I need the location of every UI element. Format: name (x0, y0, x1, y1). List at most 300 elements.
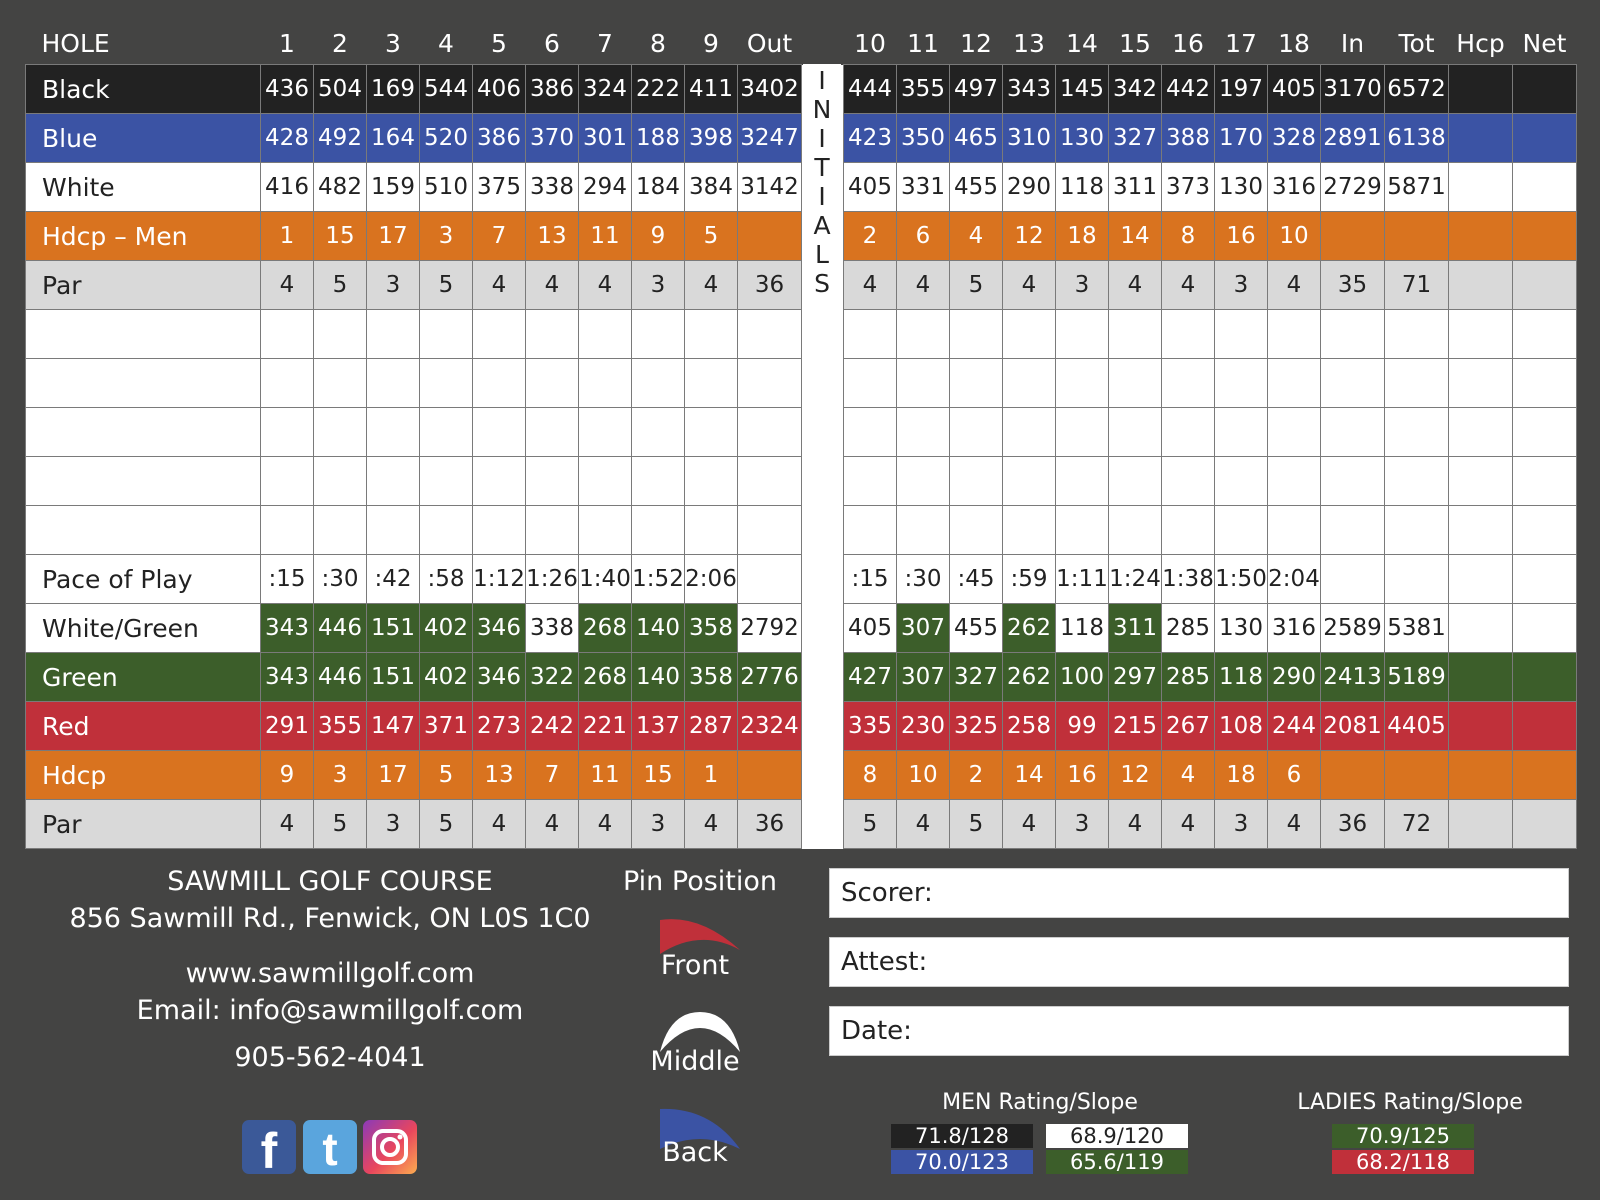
header-row-cell: HOLE (41, 29, 110, 58)
row-par-men-cell: 4 (261, 261, 314, 310)
row-pace-of-play (26, 555, 1577, 604)
player-score-row-cell[interactable] (897, 457, 950, 506)
player-score-row-cell[interactable] (420, 408, 473, 457)
player-score-row-cell[interactable] (1385, 408, 1449, 457)
player-score-row-cell[interactable] (1449, 506, 1513, 555)
row-pace-of-play-cell: :45 (950, 555, 1003, 604)
men-rating-title: MEN Rating/Slope (942, 1090, 1138, 1115)
row-pace-of-play-cell: 1:38 (1162, 555, 1215, 604)
player-score-row-cell[interactable] (802, 506, 844, 555)
player-score-row-cell[interactable] (26, 359, 261, 408)
row-white-cell: 3142 (738, 163, 802, 212)
player-score-row-cell[interactable] (1321, 310, 1385, 359)
header-row (26, 16, 1577, 65)
player-score-row-cell[interactable] (261, 359, 314, 408)
row-white-green-cell: 346 (473, 604, 526, 653)
player-score-row-cell[interactable] (1162, 408, 1215, 457)
player-score-row-cell[interactable] (1003, 408, 1056, 457)
row-par-ladies-cell: 4 (1003, 800, 1056, 849)
player-score-row-cell[interactable] (897, 310, 950, 359)
player-score-row-cell[interactable] (1109, 310, 1162, 359)
row-blue-cell (1513, 114, 1577, 163)
player-score-row-cell[interactable] (685, 359, 738, 408)
row-pace-of-play-cell (1449, 555, 1513, 604)
player-score-row-cell[interactable] (844, 506, 897, 555)
row-red-cell: 137 (632, 702, 685, 751)
player-score-row-cell[interactable] (738, 310, 802, 359)
row-red-cell: 355 (314, 702, 367, 751)
row-par-ladies-cell (802, 800, 844, 849)
player-score-row-cell[interactable] (802, 310, 844, 359)
row-white-green-cell (802, 604, 844, 653)
header-row-cell: Net (1522, 29, 1567, 58)
header-row-cell: 7 (597, 29, 613, 58)
player-score-row-cell[interactable] (26, 408, 261, 457)
player-score-row-cell[interactable] (897, 359, 950, 408)
player-score-row-cell[interactable] (1268, 359, 1321, 408)
player-score-row-cell[interactable] (802, 457, 844, 506)
player-score-row-cell[interactable] (526, 506, 579, 555)
row-blue-cell: 6138 (1385, 114, 1449, 163)
row-hdcp-ladies-cell: 12 (1109, 751, 1162, 800)
header-row-cell: 8 (650, 29, 666, 58)
row-par-ladies-cell (1513, 800, 1577, 849)
player-score-row-cell[interactable] (1162, 359, 1215, 408)
row-par-ladies-cell: 4 (579, 800, 632, 849)
player-score-row-cell[interactable] (367, 359, 420, 408)
player-score-row-cell[interactable] (1513, 408, 1577, 457)
row-par-men-cell: 5 (314, 261, 367, 310)
player-score-row-cell[interactable] (26, 457, 261, 506)
player-score-row-cell[interactable] (367, 506, 420, 555)
player-score-row-cell[interactable] (802, 359, 844, 408)
ladies-rating-red: 68.2/118 (1332, 1150, 1474, 1174)
row-hdcp-ladies-cell: Hdcp (26, 751, 261, 800)
player-score-row-cell[interactable] (1268, 310, 1321, 359)
row-red-cell: 335 (844, 702, 897, 751)
row-blue-cell: 428 (261, 114, 314, 163)
row-white-green-cell: 285 (1162, 604, 1215, 653)
player-score-row-cell[interactable] (1215, 408, 1268, 457)
row-pace-of-play-cell: :30 (314, 555, 367, 604)
row-red-cell: 291 (261, 702, 314, 751)
player-score-row-cell[interactable] (844, 408, 897, 457)
player-score-row-cell[interactable] (685, 506, 738, 555)
player-score-row-cell[interactable] (1109, 408, 1162, 457)
row-red (26, 702, 1577, 751)
row-blue-cell: 164 (367, 114, 420, 163)
row-pace-of-play-cell: 1:26 (526, 555, 579, 604)
player-score-row-cell[interactable] (1268, 408, 1321, 457)
row-pace-of-play-cell: 2:06 (685, 555, 738, 604)
row-blue-cell: 388 (1162, 114, 1215, 163)
player-score-row-cell[interactable] (579, 310, 632, 359)
row-par-ladies-cell (1449, 800, 1513, 849)
pin-middle-label: Middle (650, 1046, 740, 1077)
player-score-row (26, 506, 1577, 555)
player-score-row-cell[interactable] (1109, 359, 1162, 408)
course-website[interactable]: www.sawmillgolf.com (185, 958, 475, 989)
initials-column (803, 64, 841, 300)
player-score-row-cell[interactable] (314, 408, 367, 457)
row-red-cell (802, 702, 844, 751)
row-par-men-cell: 3 (1056, 261, 1109, 310)
row-par-men-cell: 3 (1215, 261, 1268, 310)
row-hdcp-ladies-cell: 14 (1003, 751, 1056, 800)
row-par-ladies-cell: 4 (473, 800, 526, 849)
row-blue-cell: 2891 (1321, 114, 1385, 163)
player-score-row-cell[interactable] (314, 359, 367, 408)
date-field[interactable]: Date: (829, 1006, 1569, 1056)
row-hdcp-men-cell: 6 (897, 212, 950, 261)
row-par-men-cell: 4 (844, 261, 897, 310)
course-email[interactable]: Email: info@sawmillgolf.com (136, 995, 524, 1026)
row-white-cell: 375 (473, 163, 526, 212)
player-score-row-cell[interactable] (1449, 408, 1513, 457)
header-row-cell: 1 (279, 29, 295, 58)
player-score-row-cell[interactable] (1321, 408, 1385, 457)
row-hdcp-ladies-cell (738, 751, 802, 800)
player-score-row-cell[interactable] (844, 310, 897, 359)
player-score-row-cell[interactable] (1321, 457, 1385, 506)
row-hdcp-ladies (26, 751, 1577, 800)
player-score-row-cell[interactable] (1268, 506, 1321, 555)
player-score-row-cell[interactable] (579, 359, 632, 408)
row-hdcp-men-cell: 18 (1056, 212, 1109, 261)
row-blue-cell: Blue (26, 114, 261, 163)
men-rating-white: 68.9/120 (1046, 1124, 1188, 1148)
row-pace-of-play-cell: 1:24 (1109, 555, 1162, 604)
player-score-row-cell[interactable] (1056, 506, 1109, 555)
player-score-row-cell[interactable] (1162, 506, 1215, 555)
player-score-row-cell[interactable] (526, 457, 579, 506)
player-score-row-cell[interactable] (844, 359, 897, 408)
player-score-row-cell[interactable] (632, 359, 685, 408)
row-par-men-cell: 4 (526, 261, 579, 310)
row-hdcp-ladies-cell: 17 (367, 751, 420, 800)
player-score-row-cell[interactable] (1215, 457, 1268, 506)
player-score-row-cell[interactable] (473, 457, 526, 506)
header-row-cell: 18 (1278, 29, 1310, 58)
player-score-row (26, 408, 1577, 457)
row-white-green-cell: 316 (1268, 604, 1321, 653)
row-hdcp-men-cell: 10 (1268, 212, 1321, 261)
player-score-row-cell[interactable] (420, 506, 473, 555)
row-green-cell (1449, 653, 1513, 702)
player-score-row-cell[interactable] (1513, 310, 1577, 359)
row-pace-of-play-cell: :30 (897, 555, 950, 604)
player-score-row-cell[interactable] (1056, 310, 1109, 359)
row-par-men (26, 261, 1577, 310)
player-score-row-cell[interactable] (1321, 506, 1385, 555)
row-black-cell: 497 (950, 65, 1003, 114)
player-score-row-cell[interactable] (526, 408, 579, 457)
player-score-row-cell[interactable] (1268, 457, 1321, 506)
player-score-row-cell[interactable] (1162, 457, 1215, 506)
row-red-cell: 287 (685, 702, 738, 751)
player-score-row-cell[interactable] (1162, 310, 1215, 359)
player-score-row-cell[interactable] (1056, 408, 1109, 457)
player-score-row-cell[interactable] (420, 457, 473, 506)
player-score-row-cell[interactable] (1215, 359, 1268, 408)
player-score-row-cell[interactable] (897, 408, 950, 457)
row-white-green-cell: 140 (632, 604, 685, 653)
player-score-row-cell[interactable] (1385, 310, 1449, 359)
row-blue-cell: 328 (1268, 114, 1321, 163)
row-white-cell: 5871 (1385, 163, 1449, 212)
row-black-cell: 411 (685, 65, 738, 114)
row-hdcp-ladies-cell: 13 (473, 751, 526, 800)
course-address: 856 Sawmill Rd., Fenwick, ON L0S 1C0 (69, 903, 591, 934)
row-par-ladies-cell: 36 (738, 800, 802, 849)
header-row-cell: Tot (1398, 29, 1435, 58)
course-name: SAWMILL GOLF COURSE (167, 866, 493, 897)
row-hdcp-men-cell: 8 (1162, 212, 1215, 261)
twitter-icon[interactable] (303, 1120, 357, 1174)
pin-back (640, 1105, 750, 1185)
player-score-row-cell[interactable] (950, 408, 1003, 457)
row-green-cell: 262 (1003, 653, 1056, 702)
player-score-row-cell[interactable] (1003, 359, 1056, 408)
player-score-row-cell[interactable] (526, 310, 579, 359)
row-hdcp-men-cell: 4 (950, 212, 1003, 261)
player-score-row-cell[interactable] (314, 457, 367, 506)
player-score-row-cell[interactable] (1449, 310, 1513, 359)
player-score-row-cell[interactable] (1449, 457, 1513, 506)
row-pace-of-play-cell: :58 (420, 555, 473, 604)
player-score-row-cell[interactable] (950, 506, 1003, 555)
row-pace-of-play-cell: Pace of Play (26, 555, 261, 604)
row-blue-cell: 170 (1215, 114, 1268, 163)
row-pace-of-play-cell: 1:52 (632, 555, 685, 604)
player-score-row-cell[interactable] (261, 506, 314, 555)
player-score-row-cell[interactable] (579, 408, 632, 457)
player-score-row-cell[interactable] (1056, 359, 1109, 408)
attest-field[interactable]: Attest: (829, 937, 1569, 987)
player-score-row-cell[interactable] (685, 310, 738, 359)
row-black (26, 65, 1577, 114)
player-score-row-cell[interactable] (950, 457, 1003, 506)
player-score-row-cell[interactable] (1321, 359, 1385, 408)
row-par-ladies-cell: 36 (1321, 800, 1385, 849)
row-green-cell: 402 (420, 653, 473, 702)
row-black-cell: 3170 (1321, 65, 1385, 114)
row-par-ladies-cell: 72 (1385, 800, 1449, 849)
player-score-row-cell[interactable] (1385, 457, 1449, 506)
player-score-row-cell[interactable] (1003, 310, 1056, 359)
player-score-row-cell[interactable] (579, 457, 632, 506)
row-red-cell: 2324 (738, 702, 802, 751)
row-hdcp-men-cell (1385, 212, 1449, 261)
row-hdcp-ladies-cell (1385, 751, 1449, 800)
player-score-row-cell[interactable] (802, 408, 844, 457)
row-par-ladies-cell: 5 (844, 800, 897, 849)
row-par-ladies-cell: 4 (685, 800, 738, 849)
player-score-row-cell[interactable] (685, 408, 738, 457)
row-hdcp-men-cell (1449, 212, 1513, 261)
row-white-cell: 184 (632, 163, 685, 212)
player-score-row-cell[interactable] (26, 506, 261, 555)
player-score-row-cell[interactable] (1513, 506, 1577, 555)
row-red-cell (1449, 702, 1513, 751)
row-green-cell: 5189 (1385, 653, 1449, 702)
player-score-row-cell[interactable] (26, 310, 261, 359)
player-score-row-cell[interactable] (632, 506, 685, 555)
player-score-row-cell[interactable] (261, 408, 314, 457)
row-hdcp-men-cell: 12 (1003, 212, 1056, 261)
row-par-men-cell: 4 (473, 261, 526, 310)
row-par-ladies-cell: 5 (950, 800, 1003, 849)
row-black-cell: 3402 (738, 65, 802, 114)
player-score-row-cell[interactable] (1513, 457, 1577, 506)
instagram-icon[interactable] (363, 1120, 417, 1174)
row-red-cell: 221 (579, 702, 632, 751)
row-blue-cell: 310 (1003, 114, 1056, 163)
header-row-cell: 14 (1066, 29, 1098, 58)
row-hdcp-men-cell: 11 (579, 212, 632, 261)
row-black-cell (1449, 65, 1513, 114)
row-red-cell: 108 (1215, 702, 1268, 751)
row-black-cell: Black (26, 65, 261, 114)
player-score-row-cell[interactable] (632, 457, 685, 506)
row-green-cell: 268 (579, 653, 632, 702)
player-score-row-cell[interactable] (1385, 506, 1449, 555)
player-score-row-cell[interactable] (420, 359, 473, 408)
row-white-cell: 384 (685, 163, 738, 212)
facebook-icon[interactable] (242, 1120, 296, 1174)
row-red-cell: 371 (420, 702, 473, 751)
player-score-row-cell[interactable] (473, 408, 526, 457)
row-par-ladies-cell: 4 (526, 800, 579, 849)
row-pace-of-play-cell: :59 (1003, 555, 1056, 604)
row-hdcp-men-cell: 2 (844, 212, 897, 261)
player-score-row-cell[interactable] (420, 310, 473, 359)
row-red-cell: 99 (1056, 702, 1109, 751)
header-row-cell: Out (746, 29, 793, 58)
row-green-cell (1513, 653, 1577, 702)
player-score-row-cell[interactable] (526, 359, 579, 408)
row-white-cell: 331 (897, 163, 950, 212)
row-par-ladies-cell: 3 (1056, 800, 1109, 849)
player-score-row-cell[interactable] (473, 506, 526, 555)
row-pace-of-play-cell: 1:11 (1056, 555, 1109, 604)
player-score-row-cell[interactable] (1215, 506, 1268, 555)
player-score-row-cell[interactable] (897, 506, 950, 555)
player-score-row-cell[interactable] (314, 506, 367, 555)
row-blue-cell: 188 (632, 114, 685, 163)
row-black-cell: 444 (844, 65, 897, 114)
row-par-men-cell: 4 (579, 261, 632, 310)
row-white-green-cell: 455 (950, 604, 1003, 653)
initials-letter: T (814, 153, 830, 182)
row-hdcp-ladies-cell: 6 (1268, 751, 1321, 800)
row-pace-of-play-cell: 1:40 (579, 555, 632, 604)
row-par-men-cell (1449, 261, 1513, 310)
player-score-row-cell[interactable] (738, 408, 802, 457)
row-white-cell: 130 (1215, 163, 1268, 212)
player-score-row-cell[interactable] (950, 310, 1003, 359)
player-score-row-cell[interactable] (473, 310, 526, 359)
player-score-row-cell[interactable] (1003, 506, 1056, 555)
player-score-row-cell[interactable] (738, 359, 802, 408)
player-score-row-cell[interactable] (367, 457, 420, 506)
row-blue-cell: 3247 (738, 114, 802, 163)
row-hdcp-ladies-cell: 3 (314, 751, 367, 800)
player-score-row-cell[interactable] (367, 408, 420, 457)
row-blue-cell: 327 (1109, 114, 1162, 163)
row-white-cell: 416 (261, 163, 314, 212)
row-white-green-cell: 130 (1215, 604, 1268, 653)
row-blue-cell: 301 (579, 114, 632, 163)
player-score-row-cell[interactable] (473, 359, 526, 408)
row-black-cell: 436 (261, 65, 314, 114)
player-score-row-cell[interactable] (632, 408, 685, 457)
row-white-cell: 311 (1109, 163, 1162, 212)
row-white-cell: 455 (950, 163, 1003, 212)
player-score-row-cell[interactable] (685, 457, 738, 506)
row-white-green-cell: 151 (367, 604, 420, 653)
row-pace-of-play-cell: 1:12 (473, 555, 526, 604)
row-par-men-cell: 4 (897, 261, 950, 310)
row-red-cell: 244 (1268, 702, 1321, 751)
row-pace-of-play-cell (1385, 555, 1449, 604)
row-green-cell: 100 (1056, 653, 1109, 702)
row-par-men-cell (1513, 261, 1577, 310)
player-score-row-cell[interactable] (632, 310, 685, 359)
player-score-row-cell[interactable] (738, 457, 802, 506)
player-score-row-cell[interactable] (844, 457, 897, 506)
row-blue-cell: 130 (1056, 114, 1109, 163)
row-blue-cell: 350 (897, 114, 950, 163)
row-red-cell: 242 (526, 702, 579, 751)
row-green-cell: 2776 (738, 653, 802, 702)
row-pace-of-play-cell: :42 (367, 555, 420, 604)
row-white-cell (1513, 163, 1577, 212)
player-score-row-cell[interactable] (1449, 359, 1513, 408)
row-white-green-cell: 5381 (1385, 604, 1449, 653)
row-black-cell: 386 (526, 65, 579, 114)
player-score-row-cell[interactable] (1109, 506, 1162, 555)
row-white-green (26, 604, 1577, 653)
row-hdcp-ladies-cell: 4 (1162, 751, 1215, 800)
player-score-row-cell[interactable] (579, 506, 632, 555)
header-row-cell: 3 (385, 29, 401, 58)
player-score-row-cell[interactable] (1385, 359, 1449, 408)
row-green-cell: 343 (261, 653, 314, 702)
row-pace-of-play-cell: 2:04 (1268, 555, 1321, 604)
player-score-row-cell[interactable] (1513, 359, 1577, 408)
player-score-row-cell[interactable] (1056, 457, 1109, 506)
row-hdcp-men-cell: 17 (367, 212, 420, 261)
row-par-men-cell: 35 (1321, 261, 1385, 310)
player-score-row-cell[interactable] (367, 310, 420, 359)
row-blue-cell (1449, 114, 1513, 163)
player-score-row-cell[interactable] (1215, 310, 1268, 359)
player-score-row-cell[interactable] (1003, 457, 1056, 506)
row-red-cell (1513, 702, 1577, 751)
player-score-row-cell[interactable] (1109, 457, 1162, 506)
row-white-green-cell: 118 (1056, 604, 1109, 653)
player-score-row-cell[interactable] (261, 457, 314, 506)
row-blue-cell: 520 (420, 114, 473, 163)
player-score-row-cell[interactable] (738, 506, 802, 555)
scorer-field[interactable]: Scorer: (829, 868, 1569, 918)
row-blue-cell: 492 (314, 114, 367, 163)
player-score-row-cell[interactable] (314, 310, 367, 359)
player-score-row-cell[interactable] (261, 310, 314, 359)
player-score-row-cell[interactable] (950, 359, 1003, 408)
row-par-men-cell: 36 (738, 261, 802, 310)
